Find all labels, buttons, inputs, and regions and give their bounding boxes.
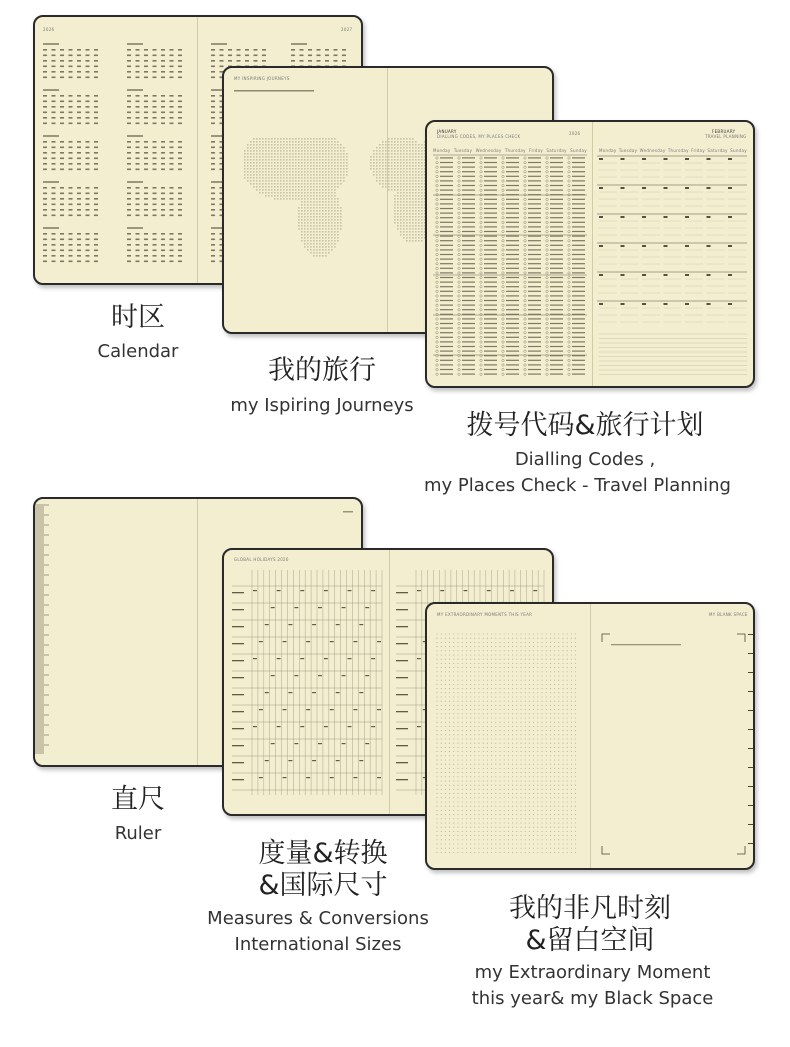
day-label: Wednesday (639, 148, 666, 153)
day-label: Friday (529, 148, 544, 153)
day-label: Sunday (730, 148, 747, 153)
measures-caption-en1: Measures & Conversions (207, 908, 429, 929)
measures-caption-cn2: &国际尺寸 (258, 870, 388, 901)
dialling-left-subtitle: DIALLING CODES, MY PLACES CHECK (437, 134, 521, 139)
moments-left-title: MY EXTRAORDINARY MOMENTS THIS YEAR (437, 612, 533, 617)
dialling-caption-cn: 拨号代码&旅行计划 (466, 410, 704, 441)
dialling-caption-en1: Dialling Codes , (514, 449, 656, 470)
journeys-page-title: MY INSPIRING JOURNEYS (234, 76, 290, 81)
day-label: Monday (599, 148, 617, 153)
calendar-caption-en: Calendar (97, 341, 179, 362)
measures-caption-cn1: 度量&转换 (258, 838, 388, 869)
day-label: Thursday (504, 148, 526, 153)
day-label: Thursday (667, 148, 689, 153)
ruler-caption-en: Ruler (114, 823, 162, 844)
journeys-caption-en: my Ispiring Journeys (230, 395, 414, 416)
day-label: Sunday (570, 148, 587, 153)
journeys-caption-cn: 我的旅行 (268, 355, 376, 386)
calendar-caption-cn: 时区 (111, 302, 165, 333)
moments-right-title: MY BLANK SPACE (709, 612, 748, 617)
day-label: Monday (433, 148, 451, 153)
moments-caption-en1: my Extraordinary Moment (474, 962, 711, 983)
moments-caption-cn2: &留白空间 (525, 925, 655, 956)
dialling-right-subtitle: TRAVEL PLANNING (705, 134, 747, 139)
measures-page-title: GLOBAL HOLIDAYS 2026 (234, 557, 289, 562)
ruler-caption-cn: 直尺 (111, 784, 165, 815)
measures-caption-en2: International Sizes (234, 934, 402, 955)
day-label: Saturday (546, 148, 567, 153)
day-label: Tuesday (453, 148, 473, 153)
day-label: Wednesday (475, 148, 502, 153)
calendar-year-right: 2027 (341, 27, 353, 32)
dialling-caption-en2: my Places Check - Travel Planning (424, 475, 731, 496)
dialling-year: 2026 (569, 131, 581, 136)
dialling-right-title: FEBRUARY (712, 129, 736, 134)
moments-notebook (425, 602, 755, 870)
day-label: Tuesday (618, 148, 638, 153)
dialling-notebook (425, 120, 755, 388)
moments-caption-cn1: 我的非凡时刻 (509, 893, 671, 924)
day-label: Friday (691, 148, 706, 153)
dialling-grid (427, 122, 753, 386)
day-label: Saturday (707, 148, 728, 153)
moments-caption-en2: this year& my Black Space (471, 988, 714, 1009)
dialling-left-title: JANUARY (437, 129, 457, 134)
dot-grid-and-frame (427, 604, 753, 868)
calendar-year-left: 2026 (43, 27, 55, 32)
